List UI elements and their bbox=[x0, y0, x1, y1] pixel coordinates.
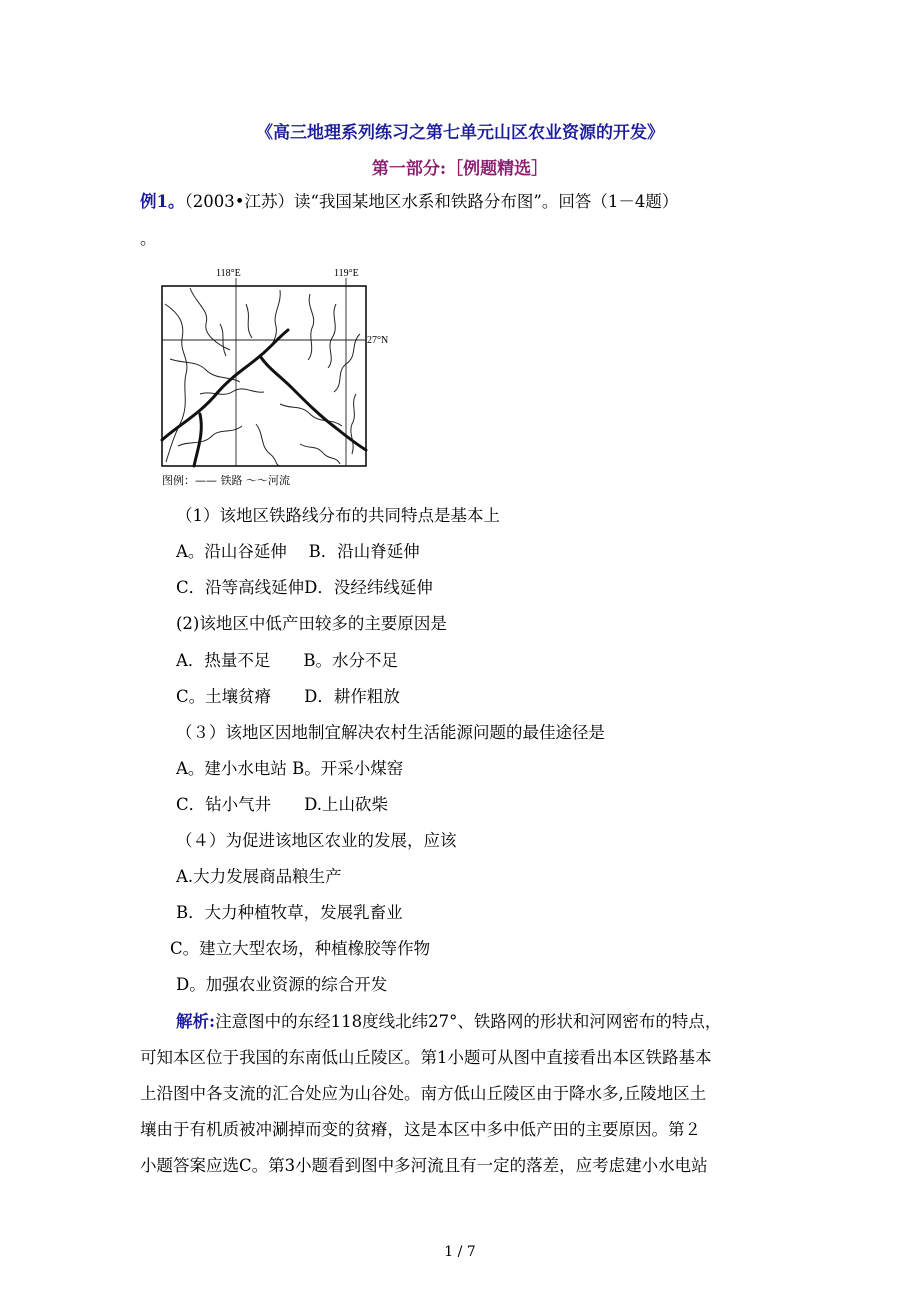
label-119e: 119°E bbox=[334, 268, 359, 279]
question-1-options-cd: C．沿等高线延伸D．没经纬线延伸 bbox=[176, 578, 433, 597]
question-4-option-d: D。加强农业资源的综合开发 bbox=[176, 975, 388, 994]
question-2: (2)该地区中低产田较多的主要原因是 bbox=[176, 614, 447, 633]
question-3-options-ab: A。建小水电站 B。开采小煤窑 bbox=[176, 759, 404, 778]
label-27n: 27°N bbox=[367, 335, 389, 346]
page-number: 1 / 7 bbox=[444, 1244, 476, 1260]
question-4-option-c: C。建立大型农场，种植橡胶等作物 bbox=[170, 939, 431, 958]
analysis-line-3: 上沿图中各支流的汇合处应为山谷处。南方低山丘陵区由于降水多,丘陵地区土 bbox=[140, 1084, 707, 1103]
label-118e: 118°E bbox=[216, 268, 241, 279]
question-3-options-cd: C．钻小气井 D.上山砍柴 bbox=[176, 795, 389, 814]
analysis-text-1: 注意图中的东经118度线北纬27°、铁路网的形状和河网密布的特点， bbox=[215, 1012, 722, 1031]
question-3: （３）该地区因地制宜解决农村生活能源问题的最佳途径是 bbox=[176, 723, 605, 742]
analysis-line-1 bbox=[176, 1011, 780, 1033]
example-text: （2003•江苏）读“我国某地区水系和铁路分布图”。回答（1－4题） bbox=[184, 192, 679, 211]
question-2-options-ab: A．热量不足 B。水分不足 bbox=[176, 651, 399, 670]
example-intro bbox=[140, 191, 678, 213]
example-label: 例1。 bbox=[140, 192, 185, 211]
question-4-option-b: B．大力种植牧草，发展乳畜业 bbox=[176, 903, 403, 922]
section-heading: 第一部分:［例题精选］ bbox=[371, 159, 549, 179]
question-1: （1）该地区铁路线分布的共同特点是基本上 bbox=[176, 506, 500, 525]
analysis-line-5: 小题答案应选C。第3小题看到图中多河流且有一定的落差，应考虑建小水电站 bbox=[140, 1156, 708, 1175]
document-title: 《高三地理系列练习之第七单元山区农业资源的开发》 bbox=[256, 123, 664, 143]
question-2-options-cd: C。土壤贫瘠 D．耕作粗放 bbox=[176, 687, 400, 706]
analysis-line-4: 壤由于有机质被冲涮掉而变的贫瘠，这是本区中多中低产田的主要原因。第２ bbox=[140, 1120, 701, 1139]
map-legend: 图例：—— 铁路 ～～河流 bbox=[162, 474, 290, 487]
map-frame bbox=[162, 286, 366, 466]
river-railway-map bbox=[160, 264, 389, 490]
question-4: （４）为促进该地区农业的发展，应该 bbox=[176, 831, 457, 850]
example-tail: 。 bbox=[140, 229, 157, 248]
analysis-label: 解析: bbox=[176, 1012, 216, 1031]
analysis-line-2: 可知本区位于我国的东南低山丘陵区。第1小题可从图中直接看出本区铁路基本 bbox=[140, 1048, 712, 1067]
question-4-option-a: A.大力发展商品粮生产 bbox=[176, 867, 342, 886]
question-1-options-ab: A。沿山谷延伸 B．沿山脊延伸 bbox=[176, 542, 420, 561]
